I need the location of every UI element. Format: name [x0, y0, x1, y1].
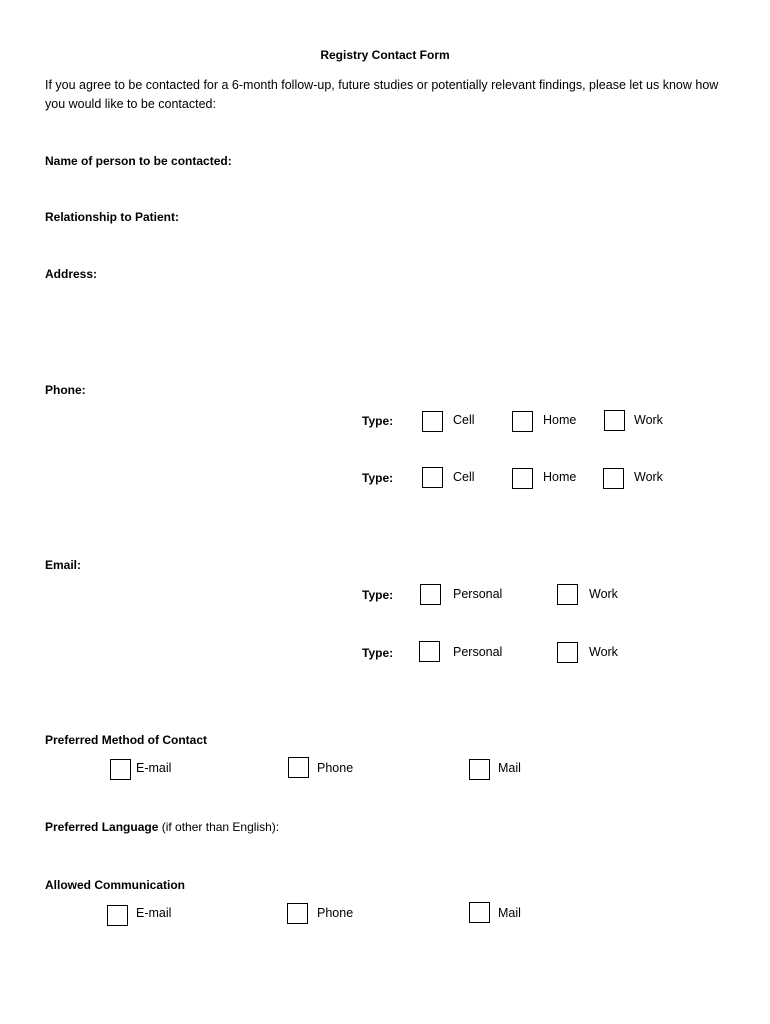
phone1-home-label: Home [543, 413, 577, 427]
phone2-home-checkbox[interactable] [512, 468, 533, 489]
preferred-phone-label: Phone [317, 761, 354, 775]
phone1-work-checkbox[interactable] [604, 410, 625, 431]
email1-personal-label: Personal [453, 587, 503, 601]
email2-personal-label: Personal [453, 645, 503, 659]
address-label: Address: [45, 267, 98, 281]
allowed-mail-checkbox[interactable] [469, 902, 490, 923]
relationship-label: Relationship to Patient: [45, 210, 180, 224]
phone2-work-checkbox[interactable] [603, 468, 624, 489]
phone2-cell-label: Cell [453, 470, 475, 484]
phone-type-label-2: Type: [362, 471, 394, 485]
allowed-mail-label: Mail [498, 906, 521, 920]
preferred-language-label [45, 820, 279, 834]
preferred-email-checkbox[interactable] [110, 759, 131, 780]
preferred-mail-checkbox[interactable] [469, 759, 490, 780]
email1-work-checkbox[interactable] [557, 584, 578, 605]
email2-personal-checkbox[interactable] [419, 641, 440, 662]
phone1-cell-checkbox[interactable] [422, 411, 443, 432]
email-type-label-1: Type: [362, 588, 394, 602]
preferred-mail-label: Mail [498, 761, 521, 775]
preferred-email-label: E-mail [136, 761, 172, 775]
intro-text: If you agree to be contacted for a 6-month follow-up, future studies or potentially relevant findings, please let us know how you would like to be contacted: [45, 78, 719, 111]
allowed-communication-label: Allowed Communication [45, 878, 186, 892]
name-label: Name of person to be contacted: [45, 154, 232, 168]
preferred-language-note: (if other than English): [161, 820, 280, 834]
phone1-work-label: Work [634, 413, 663, 427]
email1-personal-checkbox[interactable] [420, 584, 441, 605]
phone2-cell-checkbox[interactable] [422, 467, 443, 488]
phone1-home-checkbox[interactable] [512, 411, 533, 432]
allowed-phone-checkbox[interactable] [287, 903, 308, 924]
phone2-work-label: Work [634, 470, 663, 484]
phone-label: Phone: [45, 383, 86, 397]
phone2-home-label: Home [543, 470, 577, 484]
allowed-email-label: E-mail [136, 906, 172, 920]
phone1-cell-label: Cell [453, 413, 475, 427]
preferred-phone-checkbox[interactable] [288, 757, 309, 778]
phone-type-label-1: Type: [362, 414, 394, 428]
preferred-method-label: Preferred Method of Contact [45, 733, 208, 747]
allowed-phone-label: Phone [317, 906, 354, 920]
email-type-label-2: Type: [362, 646, 394, 660]
email2-work-checkbox[interactable] [557, 642, 578, 663]
email-label: Email: [45, 558, 82, 572]
preferred-language-title: Preferred Language [45, 820, 159, 834]
email2-work-label: Work [589, 645, 618, 659]
allowed-email-checkbox[interactable] [107, 905, 128, 926]
form-title: Registry Contact Form [320, 48, 450, 62]
email1-work-label: Work [589, 587, 618, 601]
